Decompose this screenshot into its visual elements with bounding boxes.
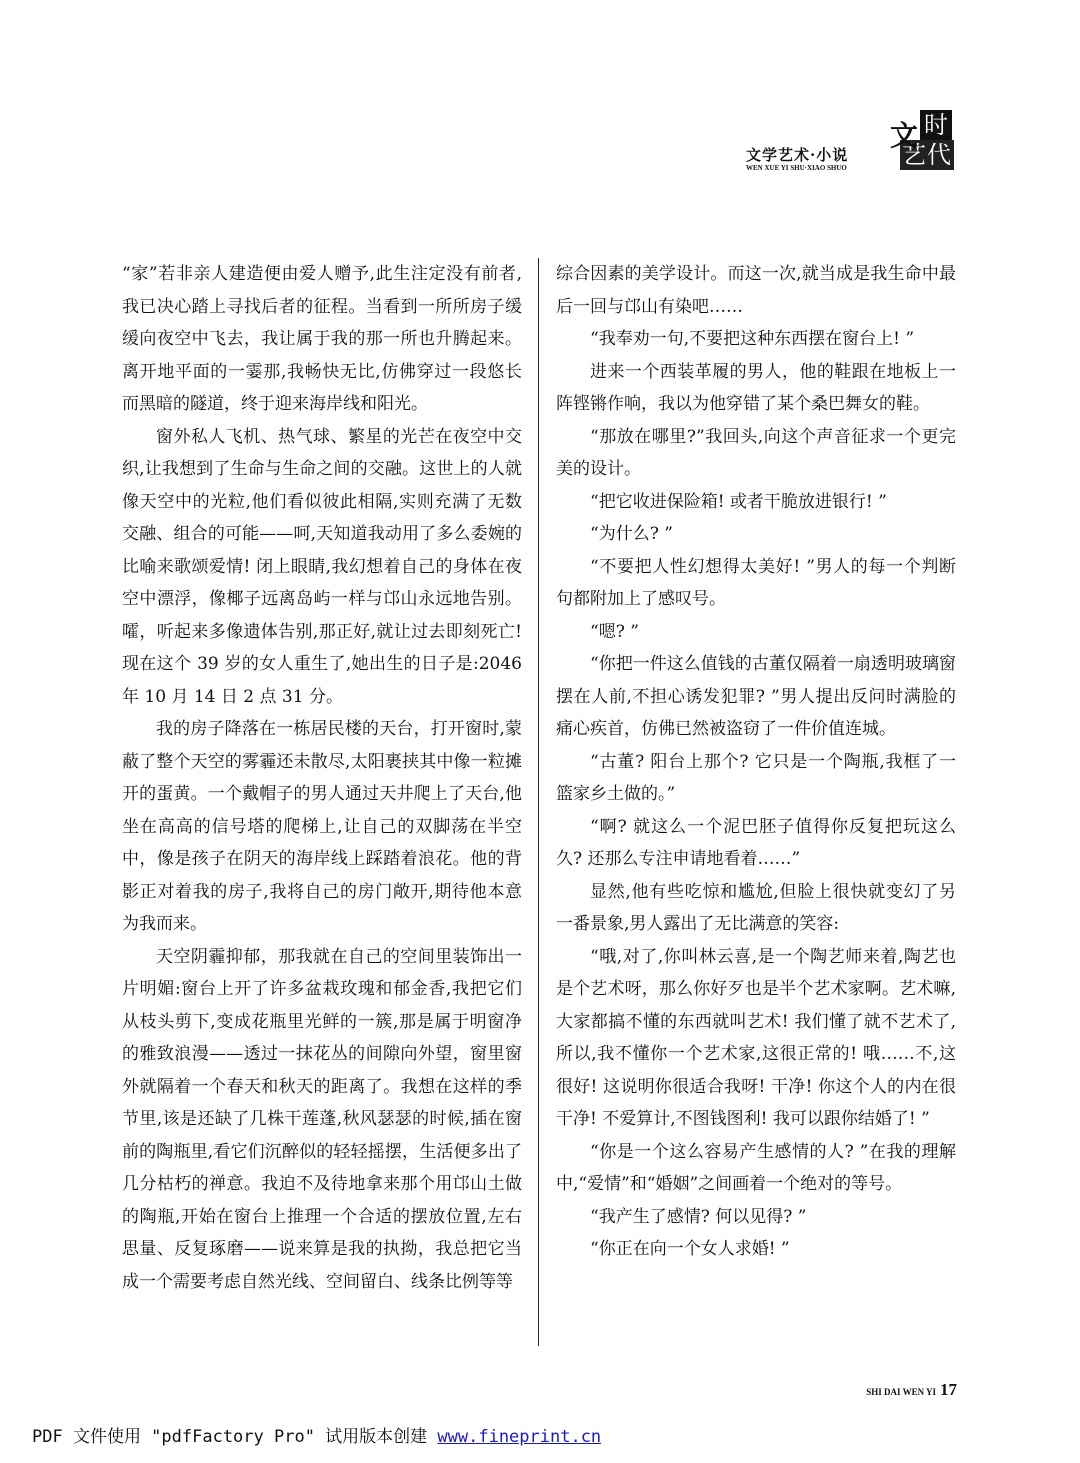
pdf-watermark <box>32 1422 601 1447</box>
paragraph: “你是一个这么容易产生感情的人? ”在我的理解中,“爱情”和“婚姻”之间画着一个绝对的等号。 <box>556 1141 956 1194</box>
right-text-column <box>556 258 956 1266</box>
page-number: 17 <box>940 1380 957 1399</box>
logo-wen: 文 <box>890 119 919 152</box>
paragraph: “你把一件这么值钱的古董仅隔着一扇透明玻璃窗摆在人前,不担心诱发犯罪? ”男人提出反问时满脸的痛心疾首，仿佛已然被盗窃了一件价值连城。 <box>556 654 956 739</box>
watermark-link[interactable]: www.fineprint.cn <box>437 1427 602 1447</box>
watermark-text: PDF 文件使用 "pdfFactory Pro" 试用版本创建 <box>32 1427 438 1447</box>
paragraph: 综合因素的美学设计。而这一次,就当成是我生命中最后一回与邙山有染吧…… <box>556 264 956 317</box>
paragraph: 我的房子降落在一栋居民楼的天台，打开窗时,蒙蔽了整个天空的雾霾还未散尽,太阳裹挟其中像一粒摊开的蛋黄。一个戴帽子的男人通过天井爬上了天台,他坐在高高的信号塔的爬梯上,让自己的双脚荡在半空中，像是孩子在阴天的海岸线上踩踏着浪花。他的背影正对着我的房子,我将自己的房门敞开,期待他本意为我而来。 <box>122 719 522 934</box>
paragraph: 显然,他有些吃惊和尴尬,但脸上很快就变幻了另一番景象,男人露出了无比满意的笑容: <box>556 881 956 934</box>
paragraph: “我产生了感情? 何以见得? ” <box>590 1206 807 1227</box>
paragraph: “那放在哪里?”我回头,向这个声音征求一个更完美的设计。 <box>556 426 956 479</box>
column-divider <box>538 258 539 1346</box>
paragraph: “啊? 就这么一个泥巴胚子值得你反复把玩这么久? 还那么专注申请地看着……” <box>556 816 956 869</box>
paragraph: “把它收进保险箱! 或者干脆放进银行! ” <box>590 491 887 512</box>
footer-magazine-name: SHI DAI WEN YI <box>866 1387 936 1397</box>
magazine-logo <box>890 108 954 172</box>
paragraph: “为什么? ” <box>590 524 673 544</box>
paragraph: “古董? 阳台上那个? 它只是一个陶瓶,我框了一篮家乡土做的。” <box>556 751 956 804</box>
paragraph: “嗯? ” <box>590 621 639 642</box>
page-footer <box>866 1380 957 1400</box>
paragraph: 窗外私人飞机、热气球、繁星的光芒在夜空中交织,让我想到了生命与生命之间的交融。这世上的人就像天空中的光粒,他们看似彼此相隔,实则充满了无数交融、组合的可能——呵,天知道我动用了多么委婉的比喻来歌颂爱情! 闭上眼睛,我幻想着自己的身体在夜空中漂浮，像椰子远离岛屿一样与邙山永远地告别。嚯，听起来多像遗体告别,那正好,就让过去即刻死亡! 现在这个 39 岁的女人重生了,她出生的日子是:2046 年 10 月 14 日 2 点 31 分。 <box>122 426 522 707</box>
logo-yidai: 艺代 <box>902 141 952 169</box>
paragraph: “你正在向一个女人求婚! ” <box>590 1239 790 1259</box>
paragraph: 进来一个西装革履的男人，他的鞋跟在地板上一阵铿锵作响，我以为他穿错了某个桑巴舞女的鞋。 <box>556 361 956 414</box>
logo-shi: 时 <box>920 110 952 140</box>
paragraph: “家”若非亲人建造便由爱人赠予,此生注定没有前者,我已决心踏上寻找后者的征程。当看到一所所房子缓缓向夜空中飞去，我让属于我的那一所也升腾起来。离开地平面的一霎那,我畅快无比,仿佛穿过一段悠长而黑暗的隧道，终于迎来海岸线和阳光。 <box>122 264 522 414</box>
section-subtitle: WEN XUE YI SHU·XIAO SHUO <box>746 164 847 172</box>
paragraph: 天空阴霾抑郁，那我就在自己的空间里装饰出一片明媚:窗台上开了许多盆栽玫瑰和郁金香,我把它们从枝头剪下,变成花瓶里光鲜的一簇,那是属于明窗净的雅致浪漫——透过一抹花丛的间隙向外望，窗里窗外就隔着一个春天和秋天的距离了。我想在这样的季节里,该是还缺了几株干莲蓬,秋风瑟瑟的时候,插在窗前的陶瓶里,看它们沉醉似的轻轻摇摆，生活便多出了几分枯朽的禅意。我迫不及待地拿来那个用邙山土做的陶瓶,开始在窗台上推理一个合适的摆放位置,左右思量、反复琢磨——说来算是我的执拗，我总把它当成一个需要考虑自然光线、空间留白、线条比例等等 <box>122 946 522 1292</box>
left-text-column <box>122 258 522 1298</box>
paragraph: “不要把人性幻想得太美好! ”男人的每一个判断句都附加上了感叹号。 <box>556 556 956 609</box>
section-title: 文学艺术·小说 <box>746 146 849 164</box>
paragraph: “哦,对了,你叫林云喜,是一个陶艺师来着,陶艺也是个艺术呀，那么你好歹也是半个艺术家啊。艺术嘛,大家都搞不懂的东西就叫艺术! 我们懂了就不艺术了,所以,我不懂你一个艺术家,这很正常的! 哦……不,这很好! 这说明你很适合我呀! 干净! 你这个人的内在很干净! 不爱算计,不图钱图利! 我可以跟你结婚了! ” <box>556 946 956 1129</box>
paragraph: “我奉劝一句,不要把这种东西摆在窗台上! ” <box>590 329 915 349</box>
page-header <box>740 108 965 180</box>
